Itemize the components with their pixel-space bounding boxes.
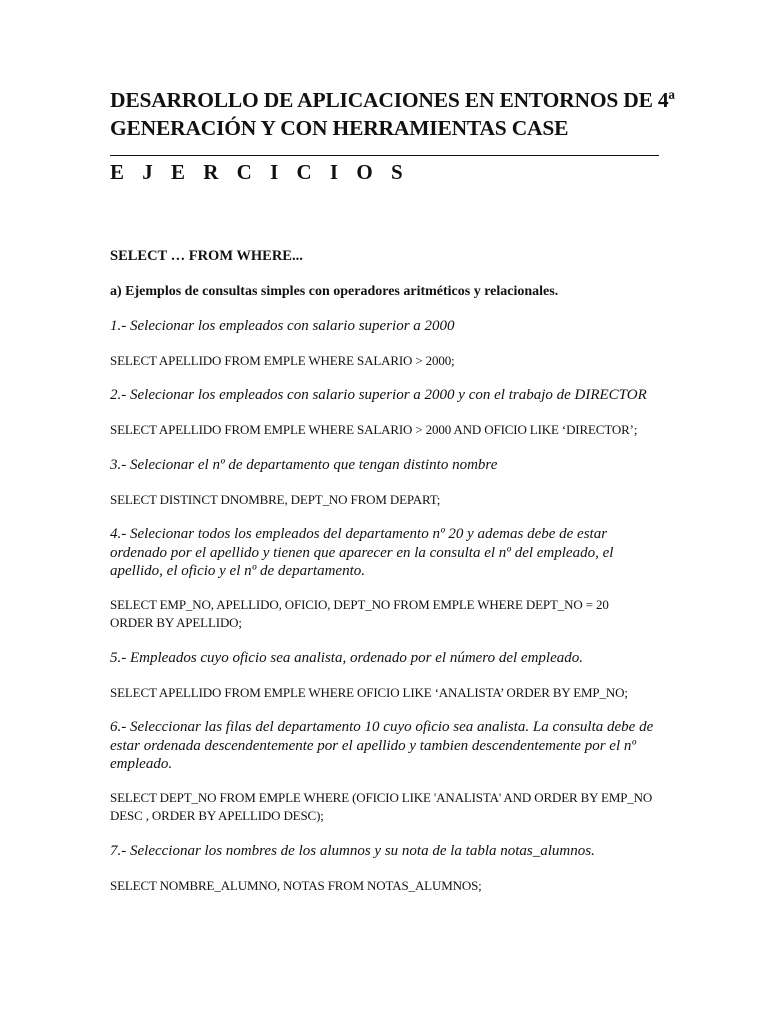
exercise-7-question: 7.- Seleccionar los nombres de los alumnos y su nota de la tabla notas_alumnos. <box>110 843 595 859</box>
exercise-5-sql: SELECT APELLIDO FROM EMPLE WHERE OFICIO LIKE ‘ANALISTA’ ORDER BY EMP_NO; <box>110 685 628 700</box>
exercise-6-sql: SELECT DEPT_NO FROM EMPLE WHERE (OFICIO LIKE 'ANALISTA' AND ORDER BY EMP_NO DESC , ORDER BY APELLIDO DESC); <box>110 790 653 823</box>
title-line-1: DESARROLLO DE APLICACIONES EN ENTORNOS DE 4ª <box>110 88 675 112</box>
title-line-2: GENERACIÓN Y CON HERRAMIENTAS CASE <box>110 116 569 140</box>
exercise-4-question: 4.- Selecionar todos los empleados del departamento nº 20 y ademas debe de estar ordenado por el apellido y tienen que aparecer en la consulta el nº del empleado, el apellido, el oficio y el nº de departamento. <box>110 526 614 579</box>
exercise-1-sql: SELECT APELLIDO FROM EMPLE WHERE SALARIO > 2000; <box>110 353 455 368</box>
exercise-1-question: 1.- Selecionar los empleados con salario superior a 2000 <box>110 318 455 334</box>
document-title <box>110 86 675 142</box>
intro-text: a) Ejemplos de consultas simples con operadores aritméticos y relacionales. <box>110 284 559 299</box>
exercise-6-question: 6.- Seleccionar las filas del departamento 10 cuyo oficio sea analista. La consulta debe de estar ordenada descendentemente por el apellido y tambien descendentemente por el nº empleado. <box>110 719 654 772</box>
exercise-2-question: 2.- Selecionar los empleados con salario superior a 2000 y con el trabajo de DIRECTOR <box>110 387 647 403</box>
title-divider <box>110 155 659 156</box>
section-heading: E J E R C I C I O S <box>110 160 410 184</box>
exercise-3-question: 3.- Selecionar el nº de departamento que tengan distinto nombre <box>110 457 498 473</box>
subheading: SELECT … FROM WHERE... <box>110 248 303 264</box>
exercise-5-question: 5.- Empleados cuyo oficio sea analista, ordenado por el número del empleado. <box>110 650 583 666</box>
exercise-7-sql: SELECT NOMBRE_ALUMNO, NOTAS FROM NOTAS_ALUMNOS; <box>110 878 482 893</box>
exercise-3-sql: SELECT DISTINCT DNOMBRE, DEPT_NO FROM DEPART; <box>110 492 441 507</box>
exercise-4-sql: SELECT EMP_NO, APELLIDO, OFICIO, DEPT_NO FROM EMPLE WHERE DEPT_NO = 20 ORDER BY APELLIDO; <box>110 597 609 630</box>
exercise-2-sql: SELECT APELLIDO FROM EMPLE WHERE SALARIO > 2000 AND OFICIO LIKE ‘DIRECTOR’; <box>110 422 638 437</box>
